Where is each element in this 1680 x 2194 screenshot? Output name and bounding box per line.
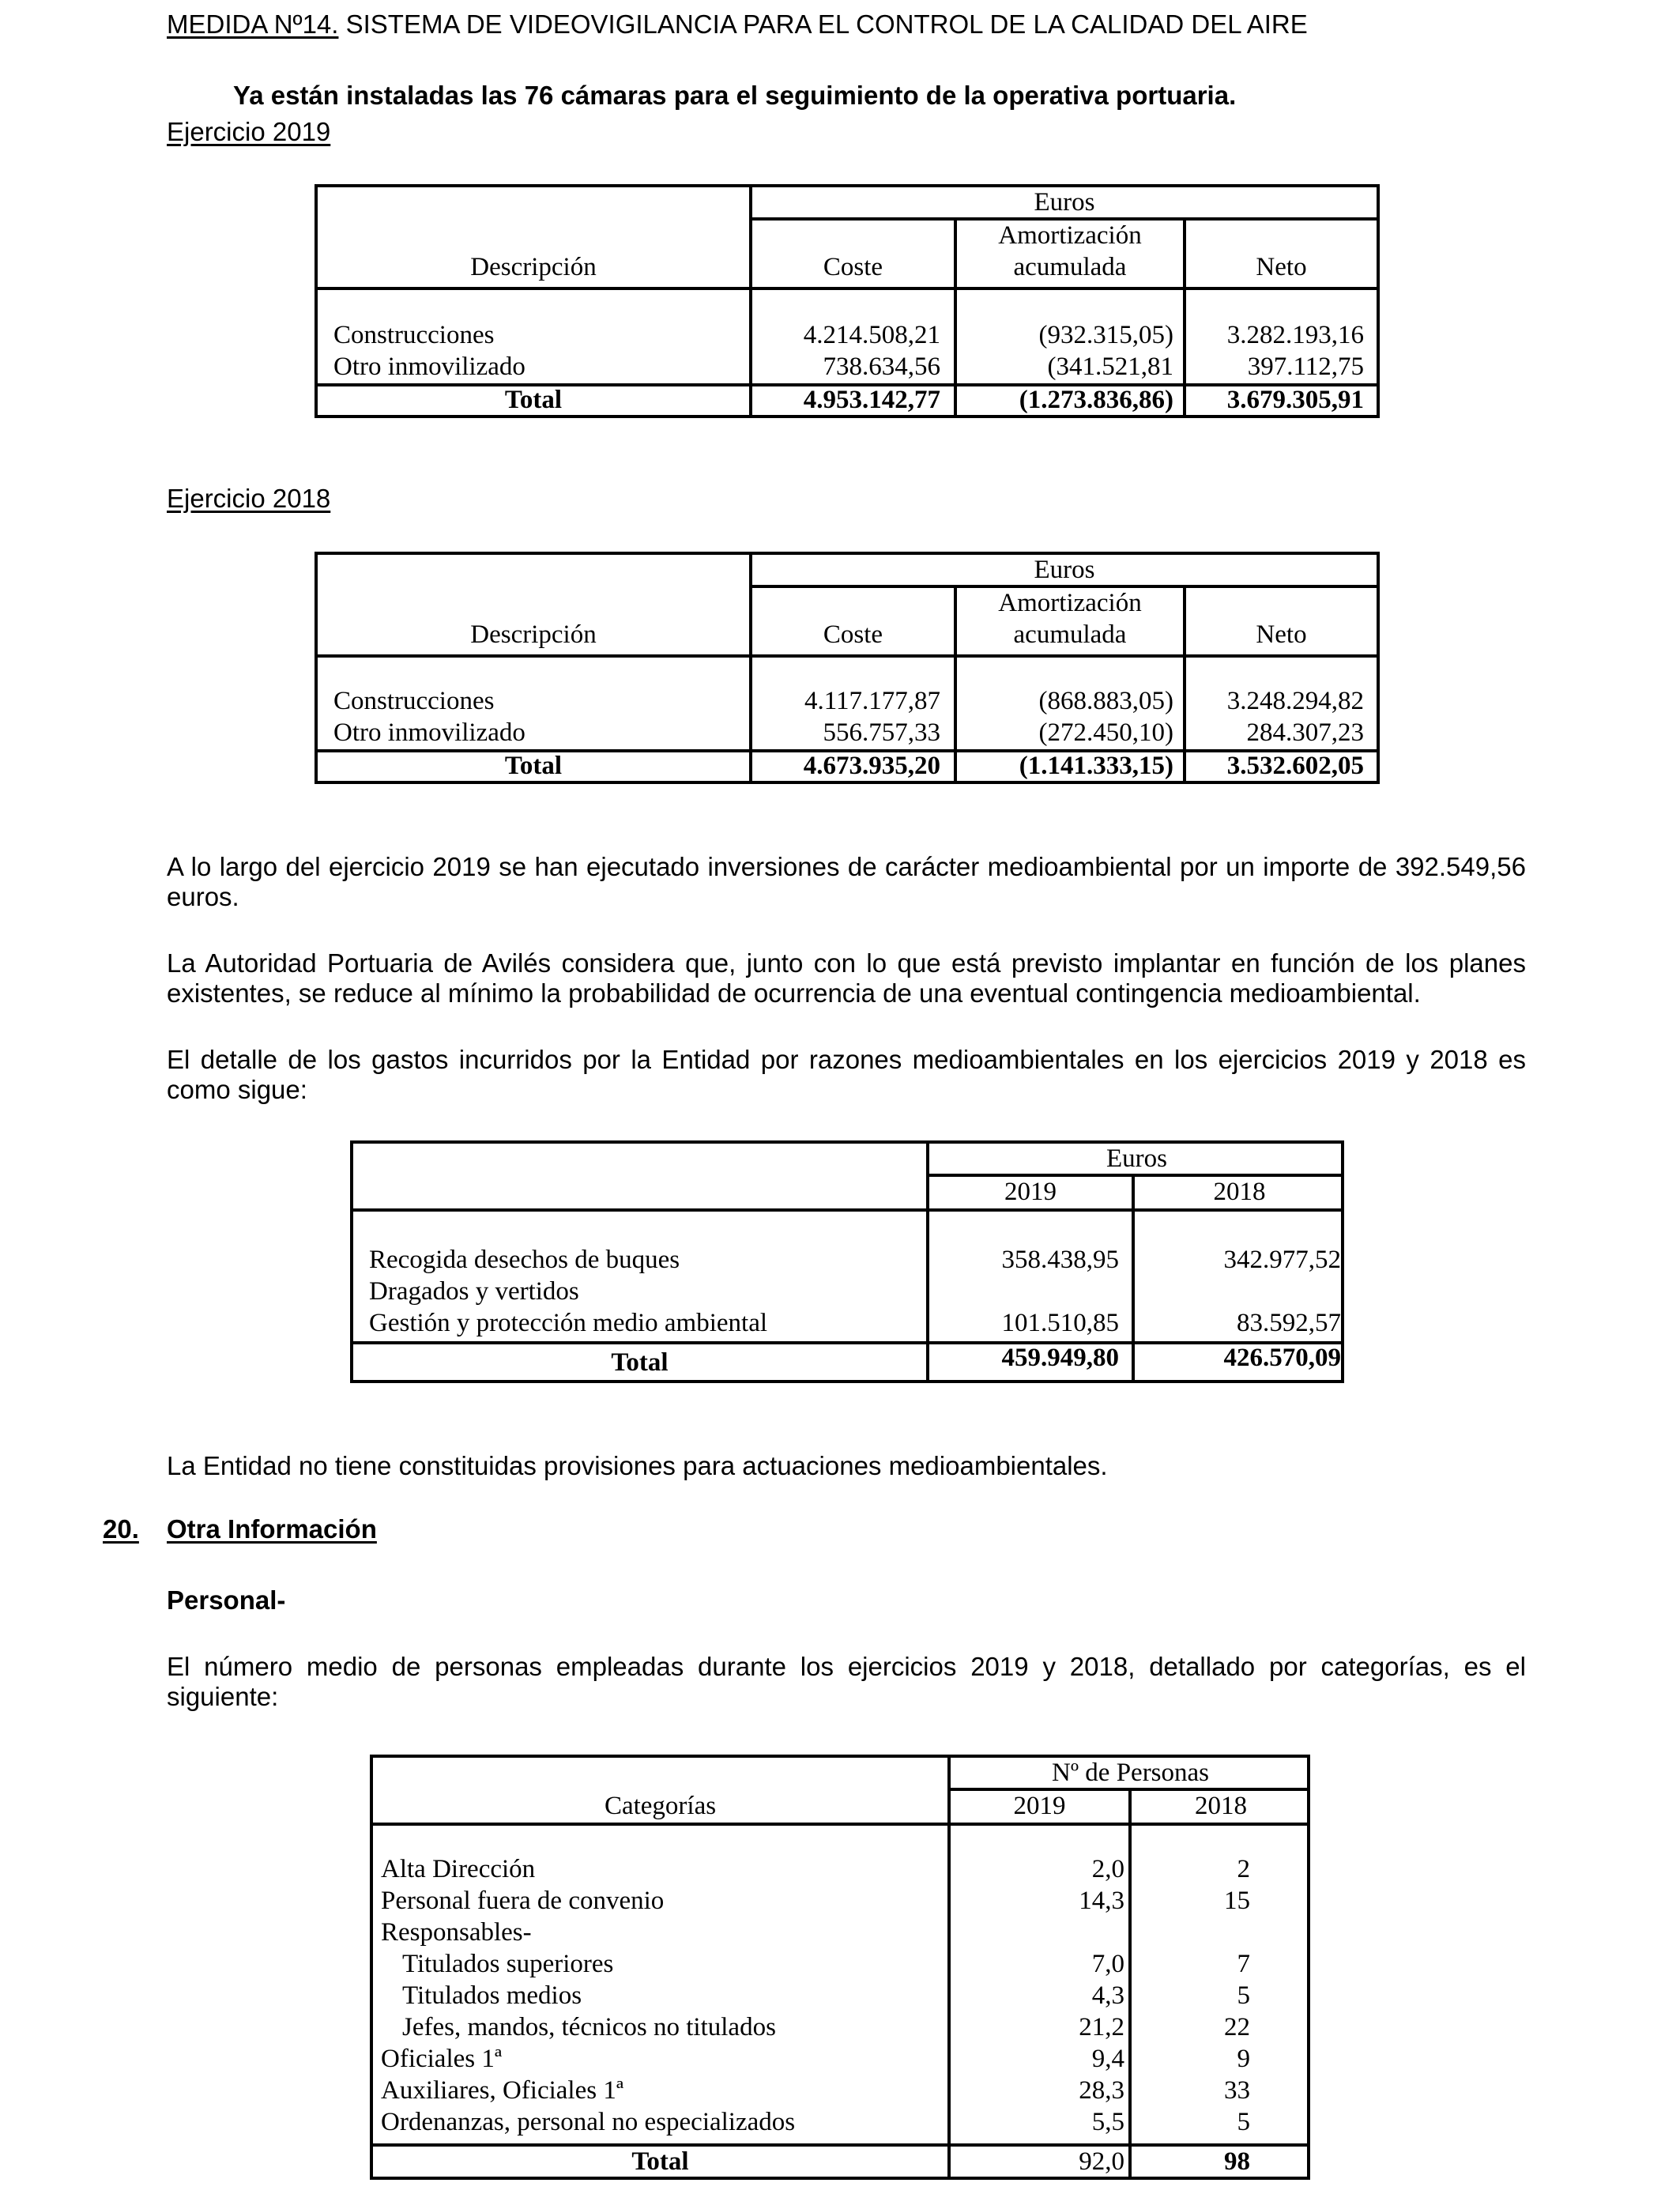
row-2018: 7 xyxy=(1237,1950,1250,1978)
row-desc: Dragados y vertidos xyxy=(369,1277,579,1306)
col-neto-header: Neto xyxy=(1256,253,1307,281)
col-cat-header: Categorías xyxy=(604,1792,717,1820)
col-coste-header: Coste xyxy=(823,253,883,281)
row-2018: 342.977,52 xyxy=(1223,1246,1341,1274)
col-coste-header: Coste xyxy=(823,620,883,649)
row-2019: 7,0 xyxy=(1091,1950,1124,1978)
col-desc-header: Descripción xyxy=(470,620,597,649)
row-amort: (272.450,10) xyxy=(1038,718,1173,747)
row-2018: 2 xyxy=(1237,1855,1250,1883)
col-amort-header-1: Amortización xyxy=(998,589,1142,617)
row-category: Titulados superiores xyxy=(402,1950,614,1978)
assets-table-2018 xyxy=(315,552,1380,784)
row-desc: Otro inmovilizado xyxy=(333,718,525,747)
total-neto: 3.679.305,91 xyxy=(1226,386,1364,414)
row-2019: 9,4 xyxy=(1091,2045,1124,2073)
row-amort: (868.883,05) xyxy=(1038,687,1173,715)
row-coste: 4.214.508,21 xyxy=(803,321,940,349)
expenses-intro-paragraph: El detalle de los gastos incurridos por la Entidad por razones medioambientales en los ejercicios 2019 y 2018 es como sigue: xyxy=(167,1045,1526,1104)
row-category: Auxiliares, Oficiales 1ª xyxy=(381,2076,623,2105)
row-2018: 22 xyxy=(1224,2013,1250,2041)
row-desc: Otro inmovilizado xyxy=(333,352,525,381)
section-title: Otra Información xyxy=(167,1514,377,1544)
col-2018-header: 2018 xyxy=(1213,1178,1266,1206)
row-neto: 3.282.193,16 xyxy=(1226,321,1364,349)
total-label: Total xyxy=(631,2147,689,2176)
row-2019: 358.438,95 xyxy=(1001,1246,1119,1274)
row-desc: Construcciones xyxy=(333,321,495,349)
row-2018: 15 xyxy=(1224,1887,1250,1915)
row-amort: (341.521,81 xyxy=(1047,352,1173,381)
row-neto: 3.248.294,82 xyxy=(1226,687,1364,715)
total-2019: 459.949,80 xyxy=(1001,1344,1119,1372)
group-header: Euros xyxy=(1034,188,1095,217)
row-neto: 284.307,23 xyxy=(1246,718,1364,747)
investment-paragraph: A lo largo del ejercicio 2019 se han ejecutado inversiones de carácter medioambiental por un importe de 392.549,56 euros. xyxy=(167,852,1526,911)
row-desc: Gestión y protección medio ambiental xyxy=(369,1309,768,1337)
row-2019: 28,3 xyxy=(1079,2076,1124,2105)
total-amort: (1.141.333,15) xyxy=(1019,752,1173,780)
row-category: Jefes, mandos, técnicos no titulados xyxy=(402,2013,776,2041)
measure-title: SISTEMA DE VIDEOVIGILANCIA PARA EL CONTROL DE LA CALIDAD DEL AIRE xyxy=(338,9,1308,39)
exercise-2018-label: Ejercicio 2018 xyxy=(167,484,331,513)
personal-heading: Personal- xyxy=(167,1585,286,1615)
row-2018: 83.592,57 xyxy=(1237,1309,1341,1337)
assets-table-2019 xyxy=(315,184,1380,418)
row-category: Personal fuera de convenio xyxy=(381,1887,665,1915)
row-coste: 4.117.177,87 xyxy=(804,687,940,715)
row-2018: 5 xyxy=(1237,1981,1250,2010)
row-2019: 5,5 xyxy=(1091,2108,1124,2136)
section-20-heading xyxy=(103,1514,377,1544)
measure-number: MEDIDA Nº14. xyxy=(167,9,339,39)
section-number: 20. xyxy=(103,1514,139,1544)
row-2019: 21,2 xyxy=(1079,2013,1124,2041)
col-amort-header-2: acumulada xyxy=(1013,253,1127,281)
row-2019: 2,0 xyxy=(1091,1855,1124,1883)
personal-intro-paragraph: El número medio de personas empleadas durante los ejercicios 2019 y 2018, detallado por categorías, es el siguiente: xyxy=(167,1652,1526,1711)
row-category: Oficiales 1ª xyxy=(381,2045,502,2073)
col-2018-header: 2018 xyxy=(1195,1792,1247,1820)
total-label: Total xyxy=(611,1348,669,1377)
row-2019: 101.510,85 xyxy=(1001,1309,1119,1337)
total-2018: 98 xyxy=(1224,2147,1250,2176)
provisions-paragraph: La Entidad no tiene constituidas provisiones para actuaciones medioambientales. xyxy=(167,1451,1108,1480)
total-coste: 4.953.142,77 xyxy=(803,386,940,414)
row-category: Titulados medios xyxy=(402,1981,582,2010)
row-desc: Construcciones xyxy=(333,687,495,715)
contingency-paragraph: La Autoridad Portuaria de Avilés considera que, junto con lo que está previsto implantar en función de los planes existentes, se reduce al mínimo la probabilidad de ocurrencia de una eventual contingencia medioambiental. xyxy=(167,948,1526,1008)
col-amort-header-2: acumulada xyxy=(1013,620,1127,649)
row-coste: 738.634,56 xyxy=(823,352,940,381)
row-2019: 4,3 xyxy=(1091,1981,1124,2010)
row-amort: (932.315,05) xyxy=(1038,321,1173,349)
row-category: Responsables- xyxy=(381,1918,532,1947)
personal-table xyxy=(370,1755,1310,2180)
row-2018: 33 xyxy=(1224,2076,1250,2105)
row-category: Ordenanzas, personal no especializados xyxy=(381,2108,796,2136)
col-neto-header: Neto xyxy=(1256,620,1307,649)
total-label: Total xyxy=(504,752,563,780)
group-header: Nº de Personas xyxy=(1051,1759,1210,1787)
row-neto: 397.112,75 xyxy=(1247,352,1364,381)
row-2018: 9 xyxy=(1237,2045,1250,2073)
row-coste: 556.757,33 xyxy=(823,718,940,747)
section-heading xyxy=(167,9,1308,40)
col-desc-header: Descripción xyxy=(470,253,597,281)
cameras-statement: Ya están instaladas las 76 cámaras para el seguimiento de la operativa portuaria. xyxy=(233,81,1237,110)
group-header: Euros xyxy=(1034,556,1095,584)
row-2019: 14,3 xyxy=(1079,1887,1124,1915)
total-neto: 3.532.602,05 xyxy=(1226,752,1364,780)
group-header: Euros xyxy=(1106,1144,1167,1173)
row-2018: 5 xyxy=(1237,2108,1250,2136)
total-coste: 4.673.935,20 xyxy=(803,752,940,780)
col-2019-header: 2019 xyxy=(1004,1178,1057,1206)
total-2018: 426.570,09 xyxy=(1223,1344,1341,1372)
col-amort-header-1: Amortización xyxy=(998,221,1142,250)
environmental-expenses-table xyxy=(350,1140,1344,1383)
total-amort: (1.273.836,86) xyxy=(1019,386,1173,414)
total-2019: 92,0 xyxy=(1079,2147,1124,2176)
exercise-2019-label: Ejercicio 2019 xyxy=(167,117,331,146)
col-2019-header: 2019 xyxy=(1013,1792,1066,1820)
total-label: Total xyxy=(504,386,563,414)
row-category: Alta Dirección xyxy=(381,1855,536,1883)
row-desc: Recogida desechos de buques xyxy=(369,1246,680,1274)
